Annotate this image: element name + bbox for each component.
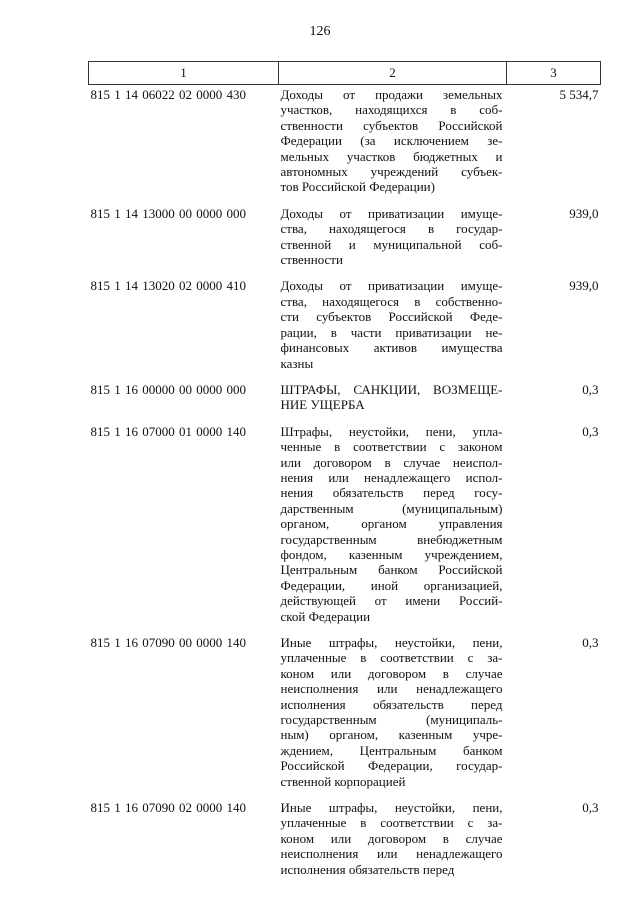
description-line: рации, в части приватизации не- xyxy=(280,324,503,340)
amount-value: 5 534,7 xyxy=(559,87,599,102)
amount-value: 0,3 xyxy=(582,423,599,439)
description-line: Доходы от приватизации имуще- xyxy=(280,278,503,294)
amount-value: 0,3 xyxy=(582,381,599,397)
income-description xyxy=(279,382,507,424)
table-body xyxy=(89,85,601,889)
amount-value: 939,0 xyxy=(569,278,599,294)
description-line: дарственным (муниципальным) xyxy=(280,500,503,516)
description-line: органом, органом управления xyxy=(280,516,503,532)
budget-code: 815 1 16 00000 00 0000 000 xyxy=(90,381,246,397)
description-line: ства, находящегося в государ- xyxy=(280,221,503,237)
description-line: коном или договором в случае xyxy=(280,830,503,846)
description-line: коном или договором в случае xyxy=(280,665,503,681)
description-line: ственности xyxy=(280,252,343,268)
table-row xyxy=(89,85,601,206)
description-line: НИЕ УЩЕРБА xyxy=(280,397,365,413)
description-line: ШТРАФЫ, САНКЦИИ, ВОЗМЕЩЕ- xyxy=(280,381,503,397)
page-number: 126 xyxy=(309,24,331,39)
income-description xyxy=(279,278,507,381)
income-description xyxy=(279,206,507,279)
budget-code: 815 1 16 07090 00 0000 140 xyxy=(90,635,246,650)
description-line: тов Российской Федерации) xyxy=(280,179,435,195)
description-line: уплаченные в соответствии с за- xyxy=(280,650,503,666)
budget-code: 815 1 14 13020 02 0000 410 xyxy=(90,278,246,294)
amount-value: 939,0 xyxy=(569,205,599,221)
amount-value: 0,3 xyxy=(582,635,599,650)
description-line: нения или ненадлежащего испол- xyxy=(280,469,503,485)
description-line: финансовых активов имущества xyxy=(280,340,503,356)
budget-code: 815 1 16 07000 01 0000 140 xyxy=(90,423,246,439)
budget-table xyxy=(88,61,601,888)
description-line: Штрафы, неустойки, пени, упла- xyxy=(280,423,503,439)
budget-code: 815 1 14 13000 00 0000 000 xyxy=(90,205,246,221)
table-row xyxy=(89,800,601,888)
description-line: Федерации, иной организацией, xyxy=(280,577,503,593)
description-line: Иные штрафы, неустойки, пени, xyxy=(280,635,503,650)
description-line: фондом, казенным учреждением, xyxy=(280,546,503,562)
table-row xyxy=(89,635,601,800)
description-line: ственности субъектов Российской xyxy=(280,117,503,133)
description-line: ченные в соответствии с законом xyxy=(280,439,503,455)
description-line: Федерации (за исключением зе- xyxy=(280,133,503,149)
description-line: Доходы от продажи земельных xyxy=(280,87,503,102)
description-line: неисполнения или ненадлежащего xyxy=(280,681,503,697)
description-line: исполнения обязательств перед xyxy=(280,861,455,877)
table-row xyxy=(89,382,601,424)
budget-code: 815 1 16 07090 02 0000 140 xyxy=(90,800,246,816)
description-line: Центральным банком Российской xyxy=(280,562,503,578)
description-line: ства, находящегося в собственно- xyxy=(280,293,503,309)
description-line: участков, находящихся в соб- xyxy=(280,102,503,118)
description-line: мельных участков бюджетных и xyxy=(280,148,503,164)
description-line: неисполнения или ненадлежащего xyxy=(280,846,503,862)
description-line: ственной и муниципальной соб- xyxy=(280,236,503,252)
description-line: Доходы от приватизации имуще- xyxy=(280,205,503,221)
description-line: ждением, Центральным банком xyxy=(280,742,503,758)
income-description xyxy=(279,635,507,800)
description-line: автономных учреждений субъек- xyxy=(280,164,503,180)
income-description xyxy=(279,800,507,888)
budget-code: 815 1 14 06022 02 0000 430 xyxy=(90,87,246,102)
description-line: ской Федерации xyxy=(280,608,371,624)
table-row xyxy=(89,278,601,381)
amount-value: 0,3 xyxy=(582,800,599,816)
description-line: казны xyxy=(280,355,314,371)
description-line: или договором в случае неиспол- xyxy=(280,454,503,470)
table-row xyxy=(89,206,601,279)
column-header-3: 3 xyxy=(507,62,601,85)
column-header-1: 1 xyxy=(89,62,279,85)
description-line: ным) органом, казенным учре- xyxy=(280,727,503,743)
description-line: уплаченные в соответствии с за- xyxy=(280,815,503,831)
income-description xyxy=(279,424,507,635)
description-line: исполнения обязательств перед xyxy=(280,696,503,712)
column-header-2: 2 xyxy=(279,62,507,85)
table-header xyxy=(89,62,601,85)
description-line: действующей от имени Россий- xyxy=(280,593,503,609)
description-line: Российской Федерации, государ- xyxy=(280,758,503,774)
description-line: ственной корпорацией xyxy=(280,773,406,789)
table-row xyxy=(89,424,601,635)
description-line: государственным внебюджетным xyxy=(280,531,503,547)
description-line: нения обязательств перед госу- xyxy=(280,485,503,501)
description-line: сти субъектов Российской Феде- xyxy=(280,309,503,325)
income-description xyxy=(279,85,507,206)
description-line: государственным (муниципаль- xyxy=(280,712,503,728)
description-line: Иные штрафы, неустойки, пени, xyxy=(280,800,503,816)
